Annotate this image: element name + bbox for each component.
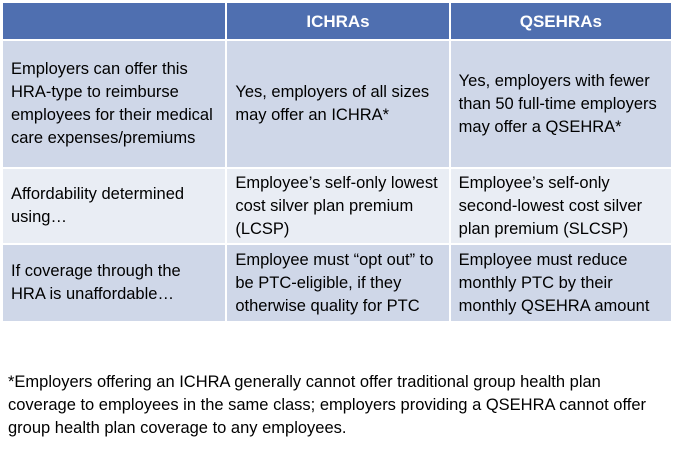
table-row bbox=[2, 244, 672, 322]
ichra-cell: Yes, employers of all sizes may offer an ICHRA* bbox=[226, 40, 449, 168]
table-row bbox=[2, 168, 672, 244]
qsehra-cell: Employee’s self-only second-lowest cost silver plan premium (SLCSP) bbox=[450, 168, 672, 244]
row-label: Employers can offer this HRA-type to reimburse employees for their medical care expenses/premiums bbox=[2, 40, 226, 168]
header-row bbox=[2, 2, 672, 40]
footnote: *Employers offering an ICHRA generally cannot offer traditional group health plan coverage to employees in the same class; employers providing a QSEHRA cannot offer group health plan coverage to any employees. bbox=[8, 373, 647, 437]
header-cell-qsehras: QSEHRAs bbox=[450, 2, 672, 40]
header-cell-blank bbox=[2, 2, 226, 40]
ichra-cell: Employee’s self-only lowest cost silver plan premium (LCSP) bbox=[226, 168, 449, 244]
table-row bbox=[2, 40, 672, 168]
qsehra-cell: Yes, employers with fewer than 50 full-time employers may offer a QSEHRA* bbox=[450, 40, 672, 168]
row-label: If coverage through the HRA is unaffordable… bbox=[2, 244, 226, 322]
comparison-table bbox=[1, 1, 673, 323]
header-cell-ichras: ICHRAs bbox=[226, 2, 449, 40]
row-label: Affordability determined using… bbox=[2, 168, 226, 244]
qsehra-cell: Employee must reduce monthly PTC by their monthly QSEHRA amount bbox=[450, 244, 672, 322]
ichra-cell: Employee must “opt out” to be PTC-eligible, if they otherwise quality for PTC bbox=[226, 244, 449, 322]
